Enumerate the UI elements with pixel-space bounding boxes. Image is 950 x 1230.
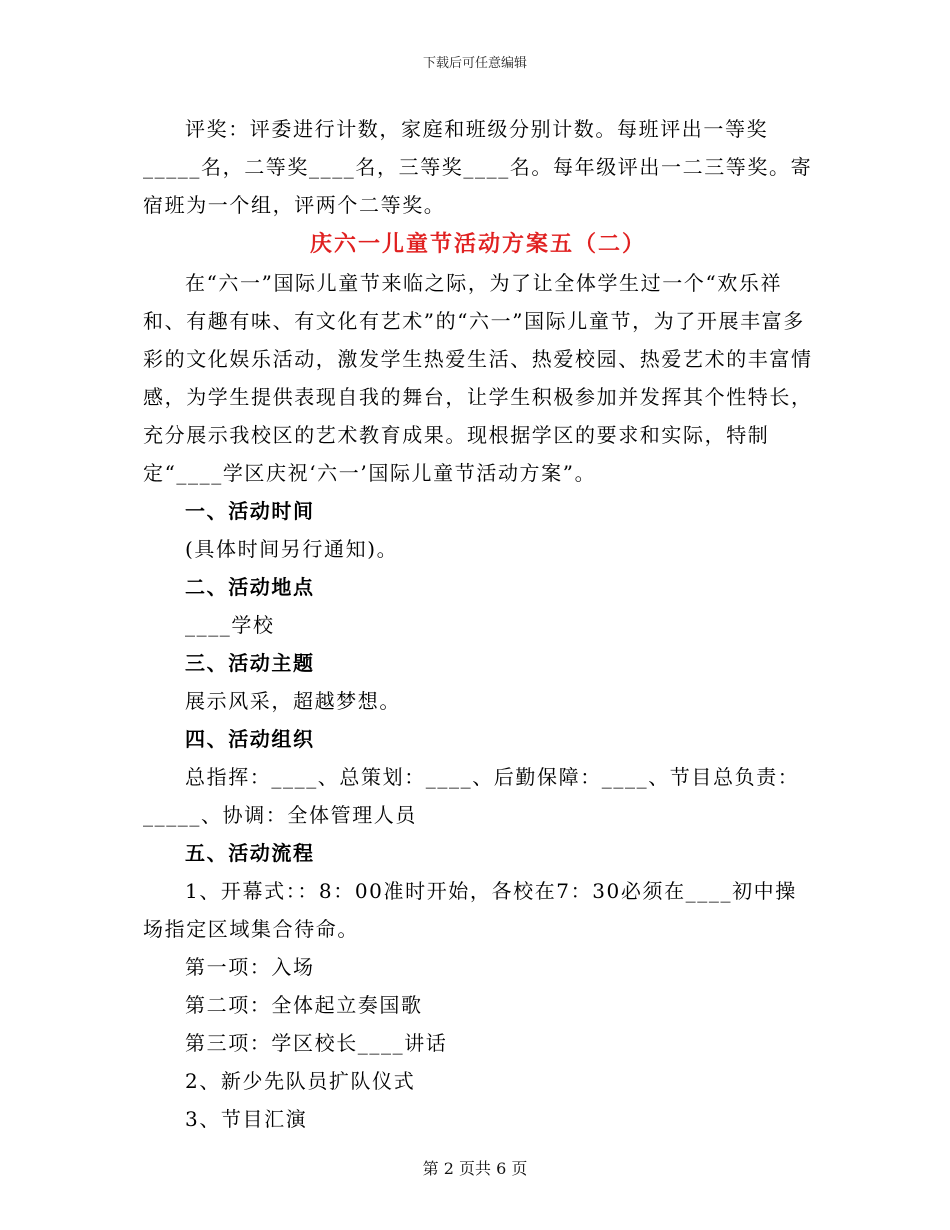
activity-location-text: ____学校 xyxy=(185,613,275,637)
award-paragraph: 评奖：评委进行计数，家庭和班级分别计数。每班评出一等奖_____名，二等奖____名，三等奖____名。每年级评出一二三等奖。寄宿班为一个组，评两个二等奖。 xyxy=(143,117,813,217)
heading-activity-time: 一、活动时间 xyxy=(185,499,315,523)
section-title: 庆六一儿童节活动方案五（二） xyxy=(309,231,646,257)
intro-paragraph: 在“六一”国际儿童节来临之际，为了让全体学生过一个“欢乐祥和、有趣有味、有文化有艺术”的“六一”国际儿童节，为了开展丰富多彩的文化娱乐活动，激发学生热爱生活、热爱校园、热爱艺术的丰富情感，为学生提供表现自我的舞台，让学生积极参加并发挥其个性特长，充分展示我校区的艺术教育成果。现根据学区的要求和实际，特制定“____学区庆祝‘六一’国际儿童节活动方案”。 xyxy=(143,271,813,485)
heading-activity-process: 五、活动流程 xyxy=(185,841,315,865)
process-step-2: 2、新少先队员扩队仪式 xyxy=(185,1069,416,1093)
process-step-3: 3、节目汇演 xyxy=(185,1107,308,1131)
page-footer: 第 2 页共 6 页 xyxy=(422,1159,528,1178)
page-header: 下载后可任意编辑 xyxy=(422,56,527,71)
activity-organization-text: 总指挥：____、总策划：____、后勤保障：____、节目总负责：_____、协调：全体管理人员 xyxy=(143,765,800,827)
heading-activity-theme: 三、活动主题 xyxy=(185,651,315,675)
heading-activity-location: 二、活动地点 xyxy=(185,575,315,599)
process-item-3: 第三项：学区校长____讲话 xyxy=(185,1031,448,1055)
heading-activity-organization: 四、活动组织 xyxy=(185,727,315,751)
process-opening-text: 1、开幕式：：8：00准时开始，各校在7：30必须在____初中操场指定区域集合待命。 xyxy=(143,879,797,941)
activity-theme-text: 展示风采，超越梦想。 xyxy=(185,689,401,713)
document-body xyxy=(143,110,813,1138)
activity-time-text: (具体时间另行通知)。 xyxy=(185,537,399,561)
process-item-2: 第二项：全体起立奏国歌 xyxy=(185,993,423,1017)
process-item-1: 第一项：入场 xyxy=(185,955,315,979)
